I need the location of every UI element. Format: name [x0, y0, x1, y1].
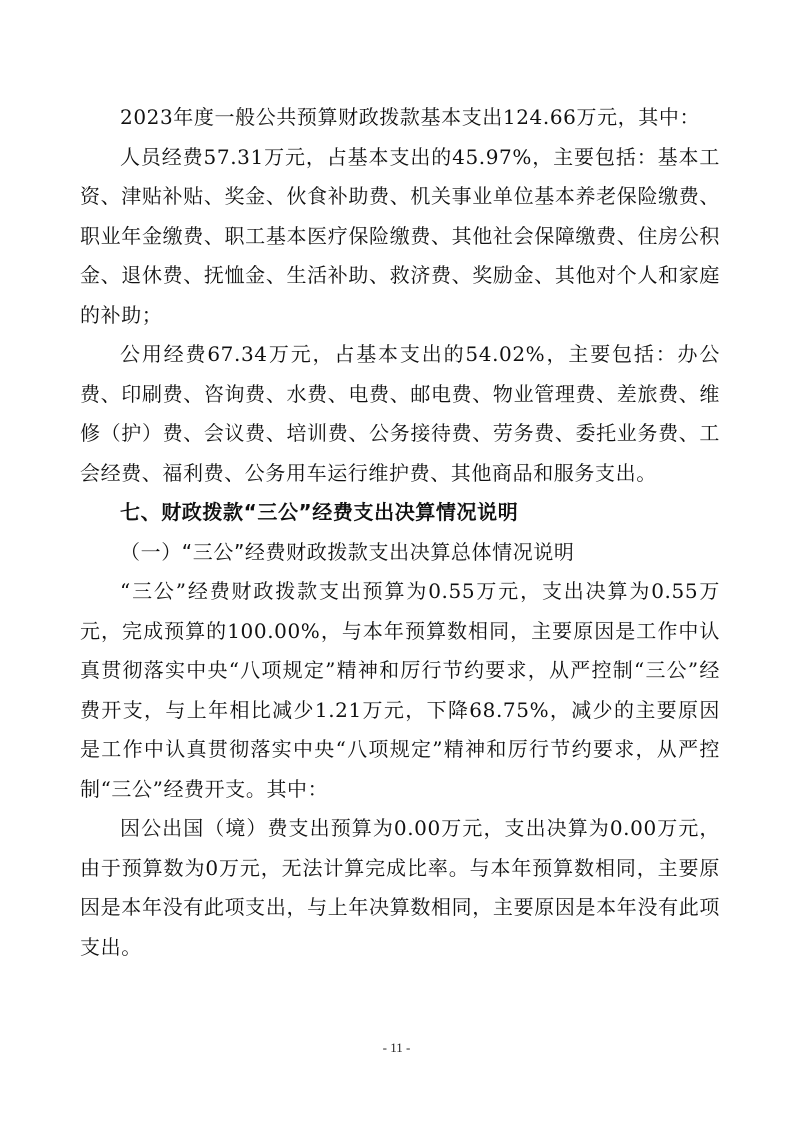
document-body [80, 98, 720, 967]
paragraph-three-public-overview: “三公”经费财政拨款支出预算为0.55万元，支出决算为0.55万元，完成预算的100.00%，与本年预算数相同，主要原因是工作中认真贯彻落实中央“八项规定”精神和厉行节约要求，从严控制“三公”经费开支，与上年相比减少1.21万元，下降68.75%，减少的主要原因是工作中认真贯彻落实中央“八项规定”精神和厉行节约要求，从严控制“三公”经费开支。其中： [80, 579, 720, 801]
page-number: - 11 - [382, 1040, 411, 1055]
section-heading-three-public: 七、财政拨款“三公”经费支出决算情况说明 [120, 500, 519, 524]
paragraph-personnel-expenses: 人员经费57.31万元，占基本支出的45.97%，主要包括：基本工资、津贴补贴、奖金、伙食补助费、机关事业单位基本养老保险缴费、职业年金缴费、职工基本医疗保险缴费、其他社会保障缴费、住房公积金、退休费、抚恤金、生活补助、救济费、奖励金、其他对个人和家庭的补助； [80, 144, 720, 327]
paragraph-overseas-travel: 因公出国（境）费支出预算为0.00万元，支出决算为0.00万元，由于预算数为0万元，无法计算完成比率。与本年预算数相同，主要原因是本年没有此项支出，与上年决算数相同，主要原因是本年没有此项支出。 [80, 816, 720, 959]
paragraph-public-expenses: 公用经费67.34万元，占基本支出的54.02%，主要包括：办公费、印刷费、咨询费、水费、电费、邮电费、物业管理费、差旅费、维修（护）费、会议费、培训费、公务接待费、劳务费、委托业务费、工会经费、福利费、公务用车运行维护费、其他商品和服务支出。 [80, 342, 720, 485]
paragraph-basic-expenditure: 2023年度一般公共预算财政拨款基本支出124.66万元，其中： [120, 105, 701, 129]
subsection-heading-overall: （一）“三公”经费财政拨款支出决算总体情况说明 [120, 539, 575, 564]
